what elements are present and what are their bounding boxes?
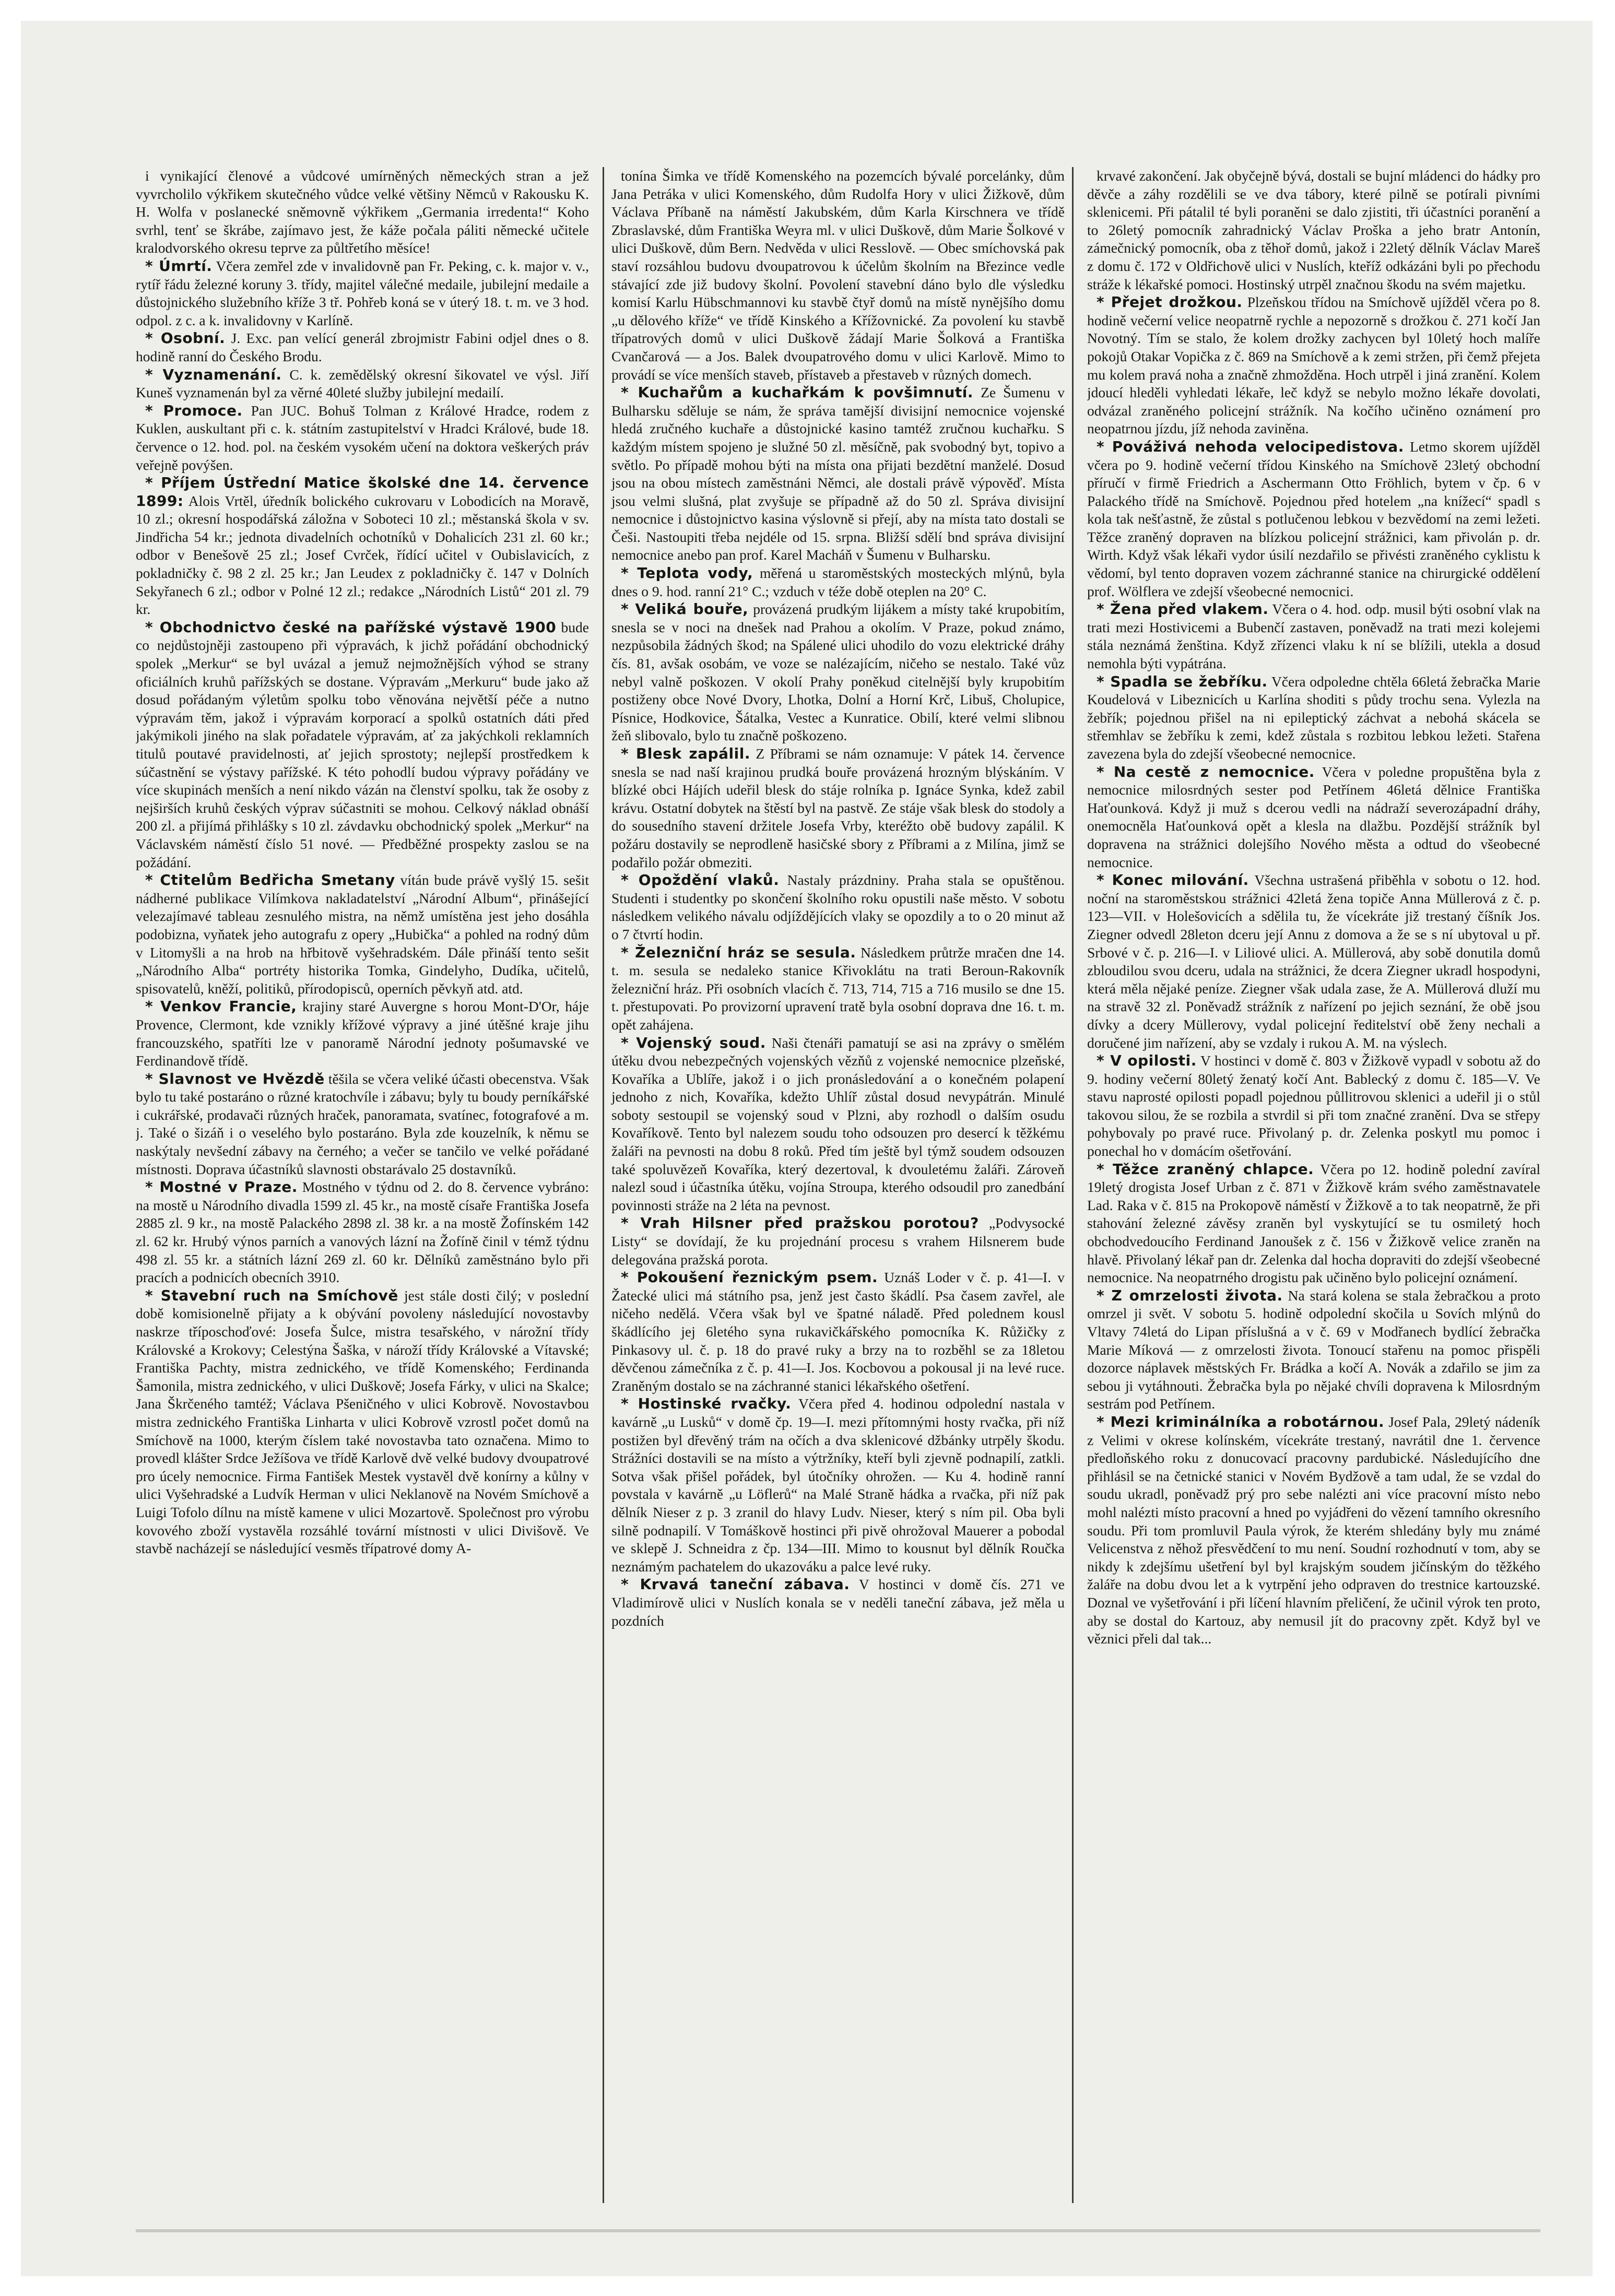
article-headline: * Kuchařům a kuchařkám k povšimnutí. (621, 384, 974, 401)
article-body: Následkem průtrže mračen dne 14. t. m. sesula se nedaleko stanice Křivoklátu na trati Beroun-Rakovník železniční hráz. Při osobních vlacích č. 713, 714, 715 a 716 musilo se dne 15. t. přestupovati. Po provizorní upravení tratě byla osobní doprava dne 16. t. m. opět zahájena. (611, 944, 1065, 1033)
article-headline: * Vrah Hilsner před pražskou porotou? (621, 1214, 979, 1232)
article-paragraph (611, 1034, 1065, 1215)
article-body: Včera po 12. hodině polední zavíral 19letý drogista Josef Urban z č. 871 v Žižkově krám svého zaměstnavatele Lad. Raka v č. 815 na Prokopově náměstí v Žižkově a to tak neopatrně, že při stahování železné závěsy zraněn byl vyskytující se tu osmiletý hoch obchodvedoucího Ferdinand Janoušek z č. 156 v Žižkově velice zraněn na hlavě. Přivolaný lékař pan dr. Zelenka dal hocha dopraviti do zdejší všeobecné nemocnice. Na neopatrného drogistu pak učiněno bylo policejní oznámení. (1087, 1161, 1540, 1286)
article-body: V hostinci v domě čís. 271 ve Vladimírově ulici v Nuslích konala se v neděli taneční zábava, jež měla u pozdních (611, 1576, 1065, 1629)
article-paragraph (611, 1395, 1065, 1576)
article-body: Pan JUC. Bohuš Tolman z Králové Hradce, rodem z Kuklen, auskultant při c. k. státním zastupitelství v Hradci Králové, bude 18. července o 12. hod. pol. na českém vysokém učení na doktora veškerých práv veřejně povýšen. (136, 402, 589, 473)
article-body: Včera před 4. hodinou odpolední nastala v kavárně „u Lusků“ v domě čp. 19—I. mezi přítomnými hosty rvačka, při níž postižen byl dřevěný trám na očích a dva sklenicové džbánky utrpěly škodu. Strážníci dostavili se na místo a výtržníky, kteří byli zjevně podnapilí, zatkli. Sotva však přišel pořádek, byl útočníky ohrožen. — Ku 4. hodině ranní povstala v kavárně „u Löflerů“ na Malé Straně hádka a rvačka, při níž pak dělník Nieser z p. 3 zranil do hlavy Ludv. Nieser, který s ním pil. Oba byli silně podnapilí. V Tomáškově hostinci při pivě ohrožoval Mauerer a pobodal ve sklepě J. Schneidra z čp. 134—III. Mimo to kousnut byl dělník Roučka neznámým pachatelem do ukazováku a palce levé ruky. (611, 1395, 1065, 1575)
article-paragraph (1087, 1052, 1540, 1161)
article-headline: * Mezi kriminálníka a robotárnou. (1097, 1413, 1385, 1430)
article-headline: * Venkov Francie, (145, 998, 297, 1015)
article-paragraph (611, 384, 1065, 564)
article-paragraph (136, 366, 589, 402)
article-paragraph (136, 998, 589, 1070)
article-paragraph (1087, 1287, 1540, 1413)
article-headline: * Opoždění vlaků. (621, 871, 780, 889)
newspaper-page (21, 21, 1593, 2276)
article-body: provázená prudkým lijákem a místy také krupobitím, snesla se v noci na dnešek nad Prahou a okolím. V Praze, pokud známo, nezpůsobila žádných škod; na Spálené ulici uhodilo do vozu elektrické dráhy čís. 81, avšak osobám, ve voze se nalézajícím, ničeho se nestalo. Také vůz nebyl valně poškozen. V okolí Prahy poněkud citelnější byly krupobitím postiženy obce Nové Dvory, Lhotka, Dolní a Horní Krč, Libuš, Cholupice, Písnice, Hodkovice, Šátalka, Vestec a Kunratice. Obilí, které velmi slibnou žeň slibovalo, bylo tu značně poškozeno. (611, 601, 1065, 744)
article-headline: * Slavnost ve Hvězdě (145, 1070, 325, 1087)
article-headline: * Z omrzelosti života. (1097, 1286, 1283, 1304)
article-headline: * Promoce. (145, 401, 243, 419)
article-body: Včera odpoledne chtěla 66letá žebračka Marie Koudelová v Libeznicích u Karlína shoditi s půdy trochu sena. Vylezla na žebřík; pojednou přišel na ni epileptický záchvat a nebohá skácela se střemhlav se žebříku k zemi, kdež zůstala s rozbitou lebkou ležeti. Stařena zavezena byla do zdejší všeobecné nemocnice. (1087, 673, 1540, 762)
article-headline: * Přejet drožkou. (1097, 293, 1243, 311)
article-paragraph (611, 944, 1065, 1034)
article-headline: * Příjem Ústřední Matice školské dne 14. července 1899: (136, 474, 589, 510)
article-headline: * Ctitelům Bedřicha Smetany (145, 871, 395, 889)
article-body: krvavé zakončení. Jak obyčejně bývá, dostali se bujní mládenci do hádky pro děvče a záhy rozdělili se ve dva tábory, které pilně se potírali pivními sklenicemi. Při pátalil té byli poraněni se dalo zjistiti, tři účastníci poranění a to 26letý pomocník zahradnický Václav Proška a jeho bratr Antonín, zámečnický pomocník, oba z těhoř domů, jakož i 22letý dělník Václav Mareš z domu č. 172 v Oldřichově ulici v Nuslích, kteříž odkázáni byli po přechodu stráže k lékařské pomoci. Hostinský utrpěl značnou škodu na svém majetku. (1087, 168, 1540, 292)
article-body: J. Exc. pan velící generál zbrojmistr Fabini odjel dnes o 8. hodině ranní do Českého Brodu. (136, 330, 589, 364)
article-paragraph (611, 600, 1065, 745)
column-2 (603, 167, 1074, 2203)
article-paragraph (136, 167, 589, 257)
article-body: i vynikající členové a vůdcové umírněných německých stran a jež vyvrcholilo výkřikem skutečného vůdce velké většiny Němců v Rakousku K. H. Wolfa v poslanecké sněmovně výkřikem „Germania irredenta!“ Koho svrhl, tenť se škrábe, zajímavo jest, že káže počala páliti německé učitele kralodvorského okresu teprve za půltřetího měsíce! (136, 168, 589, 256)
article-headline: * Železniční hráz se sesula. (621, 943, 856, 961)
article-body: Alois Vrtěl, úředník bolického cukrovaru v Lobodicích na Moravě, 10 zl.; okresní hospodářská záložna v Soboteci 10 zl.; městanská škola v sv. Jindřicha 54 kr.; jednota divadelních ochotníků v Dohalicích 231 zl. 60 kr.; odbor v Benešově 25 zl.; Josef Cvrček, řídící učitel v Oubislavicích, z pokladničky č. 98 2 zl. 25 kr.; Jan Leudex z pokladničky č. 147 v Dolních Sekyřanech 6 zl.; odbor v Polné 12 zl.; redakce „Národních Listů“ 201 zl. 79 kr. (136, 492, 589, 618)
article-headline: * Veliká bouře, (621, 600, 749, 618)
article-paragraph (611, 1269, 1065, 1395)
article-headline: * Vyznamenání. (145, 365, 282, 383)
article-body: bude co nejdůstojněji zastoupeno při výpravách, k jichž pořádání obchodnický spolek „Merkur“ se byl uvázal a jemuž nejmožnějších výhod se strany oficiálních kruhů pařížských se dostane. Výpravám „Merkuru“ bude jako až dosud pořádaným výletům spolku tobo věnována největší péče a nutno výpravám těm, jakož i výpravám korporací a spolků ostatních dáti před jakýmikoli jiného na slak pořadatele výpravám, ať za jakýchkoli reklamních titulů poutavé pravidelnosti, ať jejich sprostoty; nejlepší prostředkem k súčastnění se výstavy pařížské. K této pohodlí budou výpravy pořádány ve více skupinách menších a není nikdo vázán na členství spolku, tak že osoby z nejširších kruhů českých výprav súčastniti se mohou. Celkový náklad obnáší 200 zl. a přijímá přihlášky s 10 zl. závdavku obchodnický spolek „Merkur“ na Václavském náměstí číslo 51 nové. — Předběžné prospekty zaslou se na požádání. (136, 619, 589, 870)
article-paragraph (136, 1287, 589, 1558)
article-body: těšila se včera veliké účasti obecenstva. Však bylo tu také postaráno o různé kratochvíle i zábavu; byly tu boudy perníkářské i cukrářské, prodavači různých hraček, panoramata, svatínec, fotografové a m. j. Také o šizáň i o veselého bylo postaráno. Byla zde kouzelník, k němu se naskýtaly nevšední zábavy na černého; a večer se tančilo ve velké pořádané místnosti. Doprava účastníků slavnosti obstarávalo 25 dostavníků. (136, 1070, 589, 1177)
article-body: Naši čtenáři pamatují se asi na zprávy o smělém útěku dvou nebezpečných vojenských vězňů z vojenské nemocnice plzeňské, Kovaříka a Ublíře, jakož i o jich pronásledování a o konečném polapení jednoho z nich, Kovaříka, kdežto Uhlíř zůstal dosud nevypátrán. Minulé soboty sestoupil se vojenský soud v Plzni, aby rozhodl o dalším osudu Kovaříkově. Tento byl nalezem soudu toho odsouzen pro desercí k těžkému žaláři na pevnosti na dobu 8 roků. Před tím ještě byl týmž soudem odsouzen také spoluvězeň Kovaříka, který dezertoval, k dvouletému žaláři. Zároveň nalezl soud i účastníka útěku, vojína Stroupa, kterého odsoudil pro zanedbání povinnosti stráže na 2 léta na pevnost. (611, 1034, 1065, 1213)
article-body: V hostinci v domě č. 803 v Žižkově vypadl v sobotu až do 9. hodiny večerní 80letý ženatý kočí Ant. Bablecký z domu č. 185—V. Ve stavu naprosté opilosti popadl pojednou půllitrovou sklenici a udeřil ji o stůl takovou silou, že se rozbila a stvrdil si při tom značné zranění. Dva se střepy pohybovaly po pravé ruce. Přivolaný p. dr. Zelenka poskytl mu pomoc i ponechal ho v domácím ošetřování. (1087, 1052, 1540, 1159)
article-paragraph (1087, 438, 1540, 600)
article-body: Na stará kolena se stala žebračkou a proto omrzel ji svět. V sobotu 5. hodině odpolední skočila u Sovích mlýnů do Vltavy 74letá do Lipan příslušná a v č. 69 v Modřanech bydlící žebračka Marie Míková — z omrzelosti života. Tonoucí stařenu na pomoc přispěli dozorce náplavek městských Fr. Brádka a kočí A. Novák a zdařilo se jim za sebou ji vytáhnouti. Žebračka byla po nějaké chvíli dopravena k Milosrdným sestrám pod Petřínem. (1087, 1287, 1540, 1412)
article-paragraph (136, 871, 589, 998)
article-paragraph (611, 745, 1065, 871)
article-body: Z Příbrami se nám oznamuje: V pátek 14. července snesla se nad naší krajinou prudká bouře provázená hrozným blýskáním. V blízké obci Hájích udeřil blesk do stáje rolníka p. Ignáce Synka, kdež zabil krávu. Ostatní dobytek na štěstí byl na pastvě. Ze stáje však blesk do stodoly a do sousedního stavení držitele Josefa Vrby, kteréžto obě budovy zapálil. K požáru dostavily se neprodleně hasičské sbory z Příbrami a z Milína, jimž se podařilo požár obmeziti. (611, 745, 1065, 870)
article-body: Letmo skorem ujížděl včera po 9. hodině večerní třídou Kinského na Smíchově 23letý obchodní příručí v firmě Friedrich a Aschermann Otto Fröhlich, bytem v čp. 6 v Palackého třídě na Smíchově. Pojednou před hotelem „na knížecí“ spadl s kola tak nešťastně, že zůstal s potlučenou lebkou v bezvědomí na zemi ležeti. Těžce zraněný dopraven na blízkou policejní strážnici, kam přivolán p. dr. Wirth. Když však lékaři vydor úsilí nezdařilo se přivésti zraněného cyklistu k vědomí, byl tento dopraven vozem záchranné stanice na chirurgické oddělení prof. Wölflera ve zdejší všeobecné nemocnici. (1087, 438, 1540, 599)
article-headline: * Těžce zraněný chlapce. (1097, 1160, 1314, 1178)
article-paragraph (1087, 1161, 1540, 1287)
page-bottom-edge (136, 2229, 1540, 2232)
article-headline: * Úmrtí. (145, 257, 213, 275)
article-body: vítán bude právě vyšlý 15. sešit nádherné publikace Vilímkova nakladatelství „Národní Album“, přinášející velezajímavé tableau zesnulého mistra, na němž umístěna jest jeho dosáhla podobizna, vyňatek jeho autografu z opery „Hubička“ a pohled na rodný dům v Litomyšli a na hrob na hřbitově vyšehradském. Dále přináší tento sešit „Národního Alba“ portréty historika Tomka, Gindelyho, Dudíka, učitelů, spisovatelů, kněží, politiků, přírodopisců, operních pěvkyň atd. atd. (136, 872, 589, 997)
article-body: C. k. zemědělský okresní šikovatel ve výsl. Jiří Kuneš vyznamenán byl za věrné 40leté služby jubilejní medailí. (136, 366, 589, 401)
article-body: Plzeňskou třídou na Smíchově ujížděl včera po 8. hodině večerní velice neopatrně rychle a nepozorně s drožkou č. 271 kočí Jan Novotný. Tím se stalo, že kolem drožky zachycen byl 10letý hoch malíře pokojů Otakar Vopička z č. 869 na Smíchově a k zemi stržen, při čemž přejeta mu kolem pravá noha a značně zhmožděna. Hoch utrpěl i jiná zranění. Kolem jdoucí hleděli vyhledati lékaře, leč když se nebylo možno lékaře dovolati, odvázal zraněného policejní strážník. Na kočího učiněno oznámení pro neopatrnou jízdu, jíž nehoda zaviněna. (1087, 294, 1540, 437)
article-paragraph (136, 402, 589, 474)
article-body: Včera v poledne propuštěna byla z nemocnice milosrdných sester pod Petřínem 46letá dělnice Františka Haťounková. Když ji muž s dcerou vedli na nádraží severozápadní dráhy, onemocněla Haťounková opět a klesla na dlažbu. Pozdější strážník byl dopravena na strážnici dolejšího Nového města a odtud do všeobecné nemocnice. (1087, 763, 1540, 870)
article-paragraph (1087, 871, 1540, 1052)
article-headline: * V opilosti. (1097, 1052, 1197, 1070)
article-paragraph (136, 257, 589, 329)
article-headline: * Vojenský soud. (621, 1034, 766, 1051)
article-paragraph (1087, 600, 1540, 672)
article-headline: * Spadla se žebříku. (1097, 672, 1268, 690)
article-paragraph (611, 167, 1065, 384)
article-paragraph (1087, 1413, 1540, 1648)
article-body: jest stále dosti čilý; v poslední době komisionelně přijaty a k obývání povoleny následující novostavby naskrze tříposchoďové: Josefa Šulce, mistra tesařského, v nárožní třídy Královské a Krokovy; Celestýna Šaška, v nároží třídy Královské a Vítavské; Františka Pachty, mistra zednického, ve třídě Komenského; Ferdinanda Šamonila, mistra zednického, v ulici Duškově; Josefa Fárky, v ulici na Skalce; Jana Škrčeného tamtéž; Václava Pšeničného v ulici Kobrově. Novostavbou mistra zednického Františka Linharta v ulici Kobrově vzrostl počet domů na Smíchově na 1000, kterým číslem také novostavba tato označena. Mimo to provedl klášter Srdce Ježíšova ve třídě Karlově dvě velké budovy dvoupatrové pro úcely nemocnice. Firma Fantišek Mestek vystavěl dvě konírny a kůlny v ulici Vyšehradské a Ludvík Herman v ulici Neklanově na Novém Smíchově a Luigi Tofolo dílnu na místě kamene v ulici Mozartově. Společnost pro výrobu kovového zboží vystavěla rozsáhlé tovární místnosti v ulici Divišově. Ve stavbě nacházejí se následující vesměs třípatrové domy A- (136, 1287, 589, 1557)
article-headline: * Konec milování. (1097, 871, 1249, 889)
article-paragraph (136, 619, 589, 871)
article-paragraph (611, 871, 1065, 943)
article-headline: * Na cestě z nemocnice. (1097, 763, 1315, 780)
text-columns (136, 167, 1540, 2203)
article-headline: * Teplota vody, (621, 564, 753, 582)
article-headline: * Stavební ruch na Smíchově (145, 1286, 398, 1304)
article-body: Všechna ustrašená přiběhla v sobotu o 12. hod. noční na staroměstskou strážnici 42letá žena topiče Anna Müllerová z č. p. 123—VII. v Holešovicích a sdělila tu, že vícekráte již trestaný číšník Jos. Ziegner odvedl 28leton dceru její Annu z domova a že se s ní ubytoval u př. Srbové v č. p. 216—I. v Liliové ulici. A. Müllerová, aby sobě donutila domů zbloudilou svou dceru, udala na strážnici, že dcera Ziegner ukradl hospodyni, která měla nějaké peníze. Ziegner však udala zase, že A. Müllerová dluží mu na stravě 32 zl. Poněvadž strážník z nařízení po jejich seznání, že obě jsou dívky a dcery Müllerovy, vydal policejní ředitelství obě ženy nechali a doručené jim nařízení, aby se vzdaly i rukou A. M. na výslech. (1087, 872, 1540, 1051)
article-body: měřená u staroměstských mosteckých mlýnů, byla dnes o 9. hod. ranní 21° C.; vzduch v téže době oteplen na 20° C. (611, 565, 1065, 599)
article-headline: * Pokoušení řeznickým psem. (621, 1269, 878, 1286)
article-paragraph (1087, 167, 1540, 293)
article-headline: * Žena před vlakem. (1097, 600, 1269, 618)
article-body: Ze Šumenu v Bulharsku sděluje se nám, že správa tamější divisijní nemocnice vojenské hledá zručného kuchaře a důstojnické kasino tamtéž zručnou kuchařku. S každým místem spojeno je služné 50 zl. měsíčně, pak svobodný byt, topivo a světlo. Po případě mohou býti na místa ona přijati bezdětní manželé. Dosud jsou na obou místech zaměstnáni Němci, ale dostali právě výpověď. Místa jsou velmi slušná, plat zvyšuje se případně až do 50 zl. Správa divisijní nemocnice i důstojnictvo kasina výslovně si přejí, aby na místa tato dostali se Češi. Nastoupiti třeba nejdéle od 15. srpna. Bližší sdělí bnd správa divisijní nemocnice anebo pan prof. Karel Macháň v Šumenu v Bulharsku. (611, 384, 1065, 563)
article-headline: * Hostinské rvačky. (621, 1395, 792, 1413)
article-paragraph (136, 1070, 589, 1179)
article-paragraph (611, 1214, 1065, 1269)
article-paragraph (1087, 293, 1540, 438)
article-body: Uznáš Loder v č. p. 41—I. v Žatecké ulici má státního psa, jenž jest často škádlí. Psa časem zavřel, ale ničeho nedělá. Včera však byl ve špatné náladě. Před polednem kousl škádlícího jej 6letého syna rukavičkářského pomocníka K. Růžičky z Pinkasovy ul. č. p. 18 do pravé ruky a brzy na to rozběhl se za 18letou děvčenou zámečníka z č. p. 41—I. Jos. Kocbovou a pokousal ji na levé ruce. Zraněným dostalo se na záchranné stanici lékařského ošetření. (611, 1269, 1065, 1394)
article-paragraph (136, 329, 589, 365)
article-paragraph (136, 474, 589, 619)
article-body: Včera o 4. hod. odp. musil býti osobní vlak na trati mezi Hostivicemi a Bubenčí zastaven, poněvadž na trati mezi kolejemi stála neznámá ženština. Když zřízenci vlaku k ní se blížili, utekla a dosud nemohla býti vypátrána. (1087, 601, 1540, 672)
column-3 (1087, 167, 1540, 2203)
article-paragraph (611, 564, 1065, 600)
article-paragraph (1087, 763, 1540, 872)
article-headline: * Osobní. (145, 329, 226, 347)
article-paragraph (136, 1178, 589, 1287)
article-body: Mostného v týdnu od 2. do 8. července vybráno: na mostě u Národního divadla 1599 zl. 45 kr., na mostě císaře Františka Josefa 2885 zl. 9 kr., na mostě Palackého 2898 zl. 38 kr. a na mostě Žofínském 142 zl. 62 kr. Hrubý výnos parních a vanových lázní na Žofíně činil v témž týdnu 498 zl. 55 kr. a státních lázní 269 zl. 60 kr. Dělníků zaměstnáno bylo při pracích a podnicích obecních 3910. (136, 1179, 589, 1286)
article-headline: * Blesk zapálil. (621, 745, 750, 762)
article-body: Josef Pala, 29letý nádeník z Velimi v okrese kolínském, vícekráte trestaný, navrátil dne 1. července předloňského roku z donucovací pracovny pardubické. Následujícího dne přihlásil se na četnické stanici v Novém Bydžově a tam udal, že se vzdal do soudu ukradl, poněvadž prý pro sebe nalézti ani více pracovní místo nebo mohl nalézti místo pracovní a hned po vyjádřeni do vězení tamního okresního soudu. Při tom promluvil Paula výrok, že kterém shledány byly mu známé Velicenstva z něhož přesvědčení to mu není. Soudní rozhodnutí v tom, aby se nikdy k zdejšímu ušetření byl byl krajským soudem jičínským do těžkého žaláře na dobu dvou let a k vytrpění jeho odpraven do trestnice kartouzské. Doznal ve vyšetřování i při líčení hlavním přeličení, že učinil výrok ten proto, aby se dostal do Kartouz, aby nemusil jít do pracovny zpět. Když byl ve věznici přeli dal tak... (1087, 1413, 1540, 1647)
article-body: tonína Šimka ve třídě Komenského na pozemcích bývalé porcelánky, dům Jana Petráka v ulici Komenského, dům Rudolfa Hory v ulici Žižkově, dům Václava Příbaně na náměstí Jakubském, dům Karla Kirschnera ve třídě Zbraslavské, dům Františka Weyra ml. v ulici Duškově, dům Marie Šolkové v ulici Duškově, dům Bern. Nedvěda v ulici Resslově. — Obec smíchovská pak staví rozsáhlou budovu dvoupatrovou k účelům školním na Březince vedle stávající zde již budovy školní. Povolení stavební dáno bylo dle výsledku komisí Karlu Hübschmannovi ku stavbě čtyř domů na místě nynějšího domu „u dělového kříže“ ve třídě Kinského a Křížovnické. Za povolení ku stavbě třípatrových domů v ulici Duškově žádají Marie Šolková a Františka Cvančarová — a Jos. Balek dvoupatrového domu v ulici Karlově. Mimo to provádí se více menších staveb, přístaveb a přestaveb v různých domech. (611, 168, 1065, 383)
article-body: „Podvysocké Listy“ se dovídají, že ku projednání procesu s vrahem Hilsnerem bude delegována pražská porota. (611, 1215, 1065, 1268)
article-paragraph (1087, 673, 1540, 763)
article-headline: * Krvavá taneční zábava. (621, 1576, 850, 1593)
article-body: Nastaly prázdniny. Praha stala se opuštěnou. Studenti i studentky po skončení školního roku opustili naše město. V sobotu následkem velikého návalu odjíždějících vlaky se opozdily a to o 20 minut až o 7 čtvrtí hodin. (611, 872, 1065, 942)
article-body: krajiny staré Auvergne s horou Mont-D'Or, háje Provence, Clermont, kde vznikly křížové výpravy a jiné útěšné kraje jihu francouzského, spatříti lze v panoramě Národní jednoty pošumavské ve Ferdinandově třídě. (136, 998, 589, 1069)
article-body: Včera zemřel zde v invalidovně pan Fr. Peking, c. k. major v. v., rytíř řádu železné koruny 3. třídy, majitel válečné medaile, jubilejní medaile a důstojnického služebního kříže 3 tř. Pohřeb koná se v úterý 18. t. m. ve 3 hod. odpol. z c. a k. invalidovny v Karlíně. (136, 257, 589, 328)
article-headline: * Mostné v Praze. (145, 1178, 298, 1196)
article-paragraph (611, 1576, 1065, 1630)
column-1 (136, 167, 589, 2203)
article-headline: * Pováživá nehoda velocipedistova. (1097, 437, 1404, 455)
article-headline: * Obchodnictvo české na pařížské výstavě 1900 (145, 618, 557, 636)
